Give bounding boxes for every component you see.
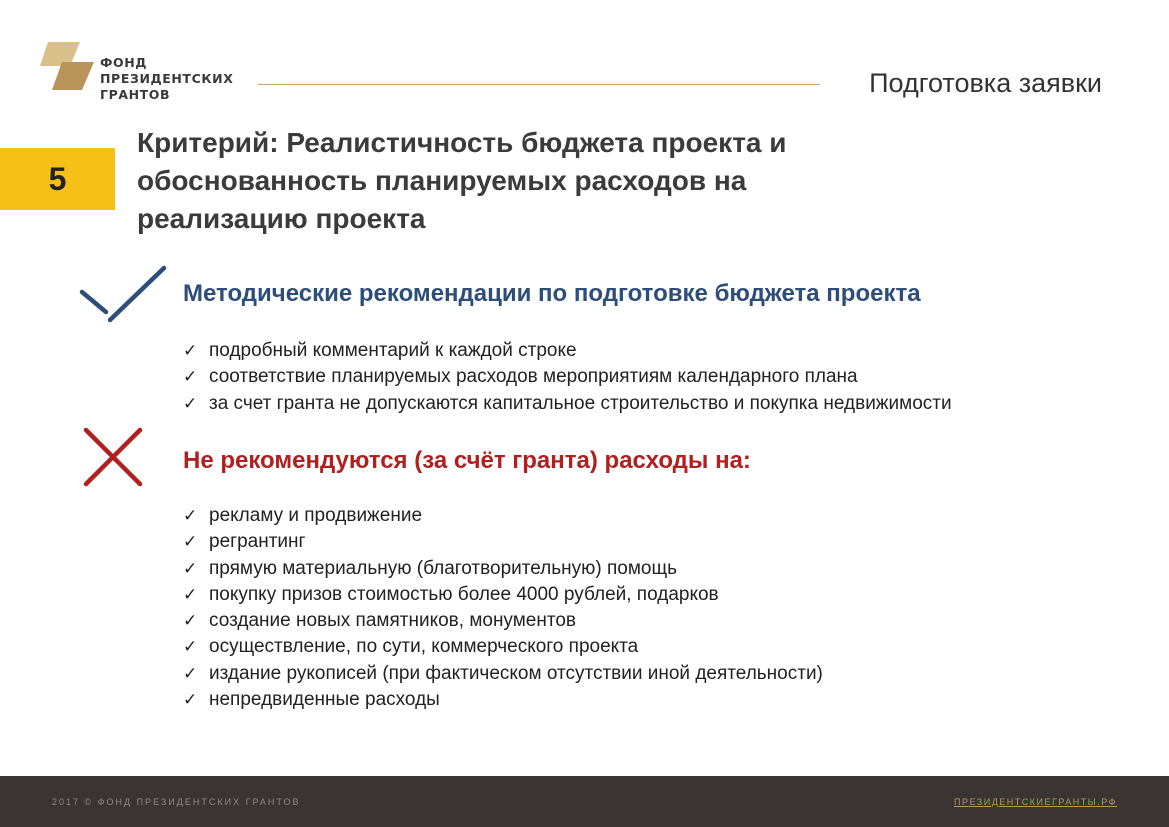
check-bullet-icon: ✓: [183, 690, 198, 711]
check-bullet-icon: ✓: [183, 506, 198, 526]
not-recommended-heading: Не рекомендуются (за счёт гранта) расходы на:: [183, 447, 751, 474]
logo-mark-icon: [40, 40, 96, 92]
footer-site-link[interactable]: ПРЕЗИДЕНТСКИЕГРАНТЫ.РФ: [954, 797, 1117, 807]
list-item-text: осуществление, по сути, коммерческого проекта: [209, 636, 639, 658]
list-item-text: регрантинг: [209, 531, 306, 553]
criterion-title-line: Критерий: Реалистичность бюджета проекта и: [137, 127, 787, 158]
recommendations-heading: Методические рекомендации по подготовке бюджета проекта: [183, 280, 921, 307]
list-item-text: непредвиденные расходы: [209, 689, 440, 711]
check-bullet-icon: ✓: [183, 367, 198, 388]
list-item-text: создание новых памятников, монументов: [209, 610, 576, 632]
list-item: [183, 391, 952, 417]
check-bullet-icon: ✓: [183, 393, 198, 414]
check-bullet-icon: ✓: [183, 584, 198, 605]
footer-copyright: 2017 © ФОНД ПРЕЗИДЕНТСКИХ ГРАНТОВ: [52, 797, 301, 807]
logo-line: ПРЕЗИДЕНТСКИХ: [100, 71, 234, 86]
cross-icon: [80, 426, 146, 490]
list-item-text: рекламу и продвижение: [209, 505, 423, 526]
criterion-title-line: реализацию проекта: [137, 203, 426, 234]
check-bullet-icon: ✓: [183, 611, 198, 632]
list-item: [183, 634, 823, 660]
list-item: [183, 687, 823, 713]
list-item: [183, 661, 823, 687]
list-item: [183, 503, 823, 529]
section-title: Подготовка заявки: [869, 68, 1102, 98]
list-item-text: за счет гранта не допускаются капитальное строительство и покупка недвижимости: [209, 392, 952, 414]
list-item: [183, 338, 952, 364]
list-item: [183, 529, 823, 555]
list-item: [183, 556, 823, 582]
check-bullet-icon: ✓: [183, 341, 198, 361]
not-recommended-list: [183, 503, 823, 713]
criterion-number-badge: [0, 148, 115, 210]
check-bullet-icon: ✓: [183, 558, 198, 579]
logo: [40, 40, 260, 110]
recommendations-list: [183, 338, 952, 417]
list-item: [183, 608, 823, 634]
check-bullet-icon: ✓: [183, 663, 198, 684]
list-item-text: издание рукописей (при фактическом отсутствии иной деятельности): [209, 662, 823, 684]
logo-line: ФОНД: [100, 55, 148, 70]
criterion-number: 5: [48, 160, 67, 197]
list-item: [183, 364, 952, 390]
criterion-title: [137, 124, 957, 238]
check-bullet-icon: ✓: [183, 637, 198, 658]
list-item: [183, 582, 823, 608]
logo-text: [100, 55, 233, 103]
criterion-title-line: обоснованность планируемых расходов на: [137, 165, 747, 196]
logo-line: ГРАНТОВ: [100, 87, 171, 102]
header-divider: [258, 84, 820, 85]
list-item-text: покупку призов стоимостью более 4000 рублей, подарков: [209, 583, 719, 605]
check-bullet-icon: ✓: [183, 532, 198, 553]
list-item-text: прямую материальную (благотворительную) помощь: [209, 557, 678, 579]
list-item-text: соответствие планируемых расходов мероприятиям календарного плана: [209, 366, 858, 388]
checkmark-icon: [76, 262, 170, 328]
footer: [0, 776, 1169, 827]
list-item-text: подробный комментарий к каждой строке: [209, 340, 577, 361]
